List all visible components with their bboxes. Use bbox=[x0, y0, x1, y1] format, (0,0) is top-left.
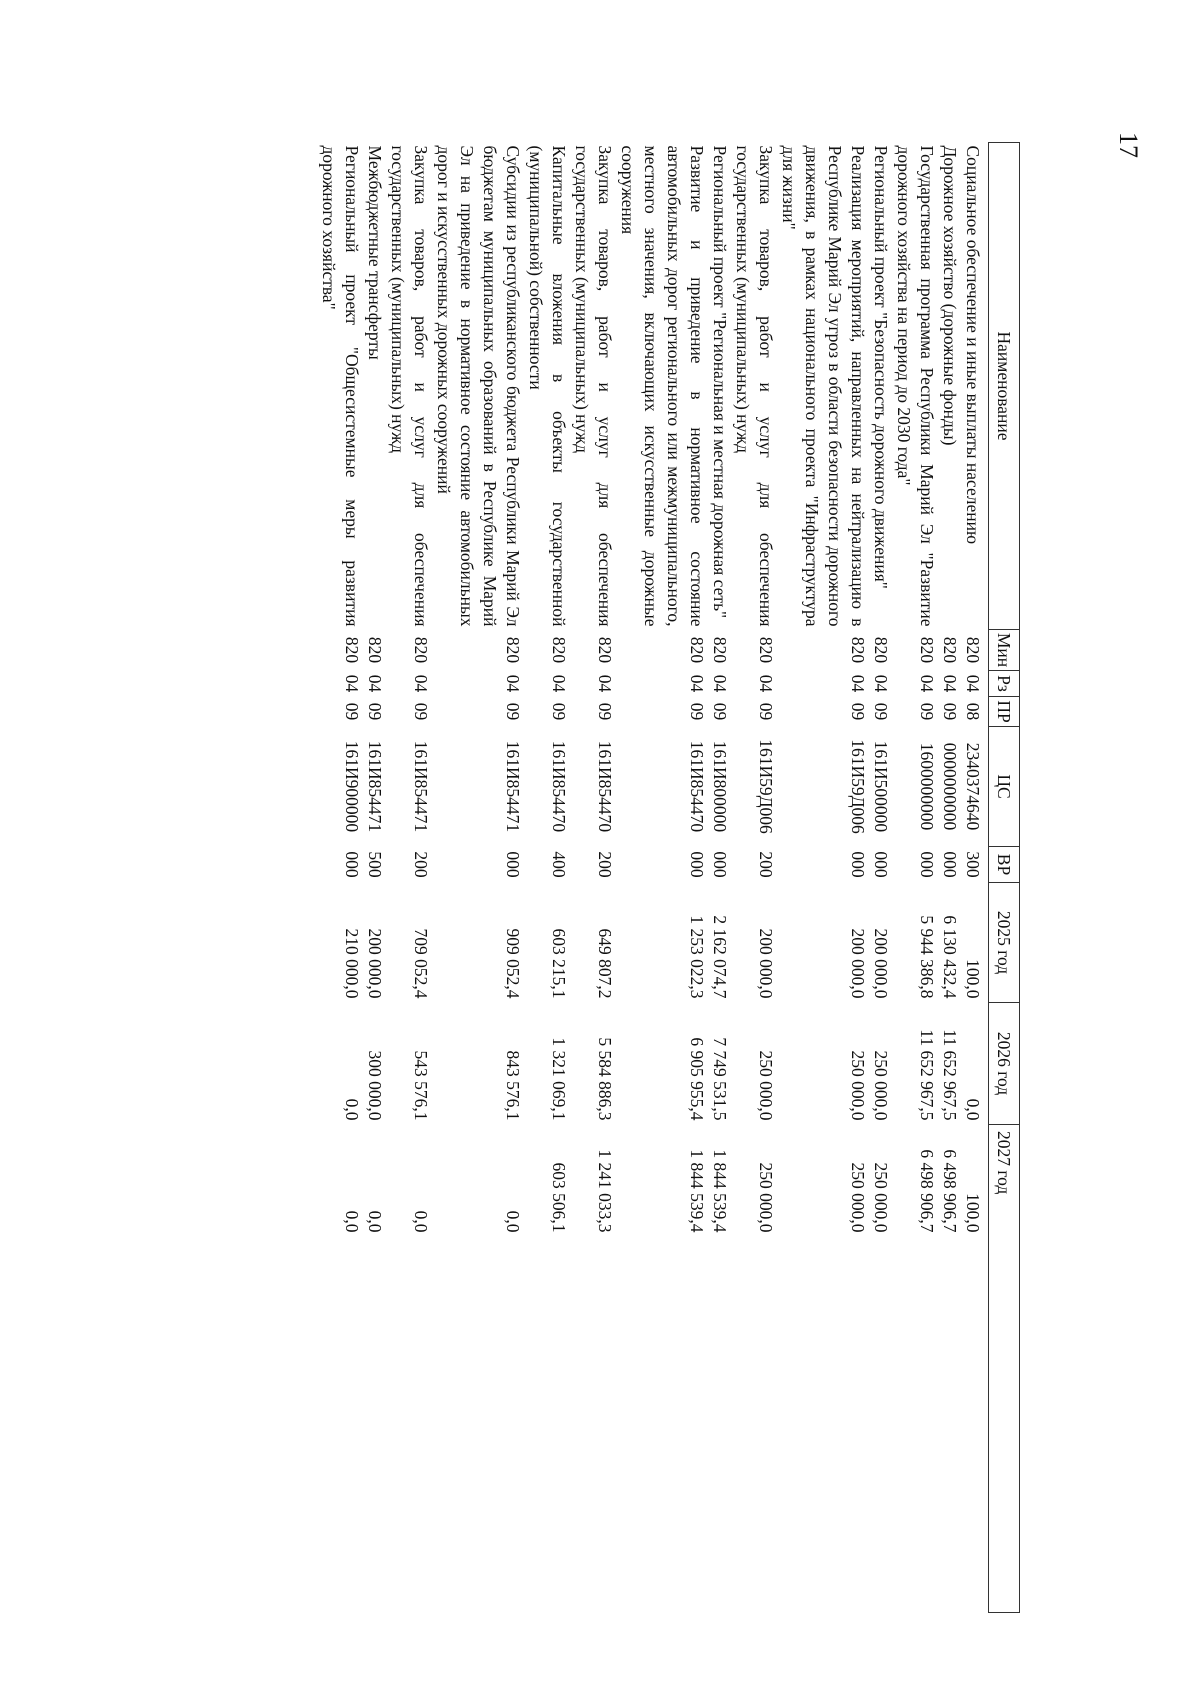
cell-y2027-value: 0,0 bbox=[342, 1210, 362, 1233]
cell-pr: 09 bbox=[595, 702, 615, 721]
cell-y2027-value: 250 000,0 bbox=[871, 1162, 891, 1233]
cell-y2027-value: 250 000,0 bbox=[848, 1162, 868, 1233]
cell-y2027 bbox=[524, 1125, 570, 1613]
header-name: Наименование bbox=[989, 143, 1020, 630]
cell-y2027 bbox=[892, 1125, 938, 1613]
header-rz: Рз bbox=[989, 671, 1020, 697]
cell-rz: 04 bbox=[342, 674, 362, 693]
cell-name: Закупка товаров, работ и услуг для обеспечения государственных (муниципальных) нужд bbox=[733, 145, 776, 627]
cell-vr: 300 bbox=[963, 851, 983, 878]
cell-y2027-value: 250 000,0 bbox=[756, 1162, 776, 1233]
cell-pr: 09 bbox=[687, 702, 707, 721]
cell-y2027 bbox=[731, 1125, 777, 1613]
cell-y2027 bbox=[961, 1125, 989, 1613]
cell-y2027-value: 1 844 539,4 bbox=[710, 1149, 730, 1233]
cell-y2027-value: 6 498 906,7 bbox=[917, 1149, 937, 1233]
cell-y2027-value: 1 844 539,4 bbox=[687, 1149, 707, 1233]
cell-y2027 bbox=[938, 1125, 961, 1613]
cell-y2027-value: 603 506,1 bbox=[549, 1162, 569, 1233]
cell-y2027-value: 0,0 bbox=[503, 1210, 523, 1233]
cell-min: 820 bbox=[963, 636, 983, 664]
cell-name: Межбюджетные трансферты bbox=[365, 145, 385, 360]
header-pr: ПР bbox=[989, 697, 1020, 727]
table-row bbox=[938, 143, 961, 1613]
cell-name: Региональный проект "Региональная и местная дорожная сеть" bbox=[710, 145, 730, 619]
cell-name: Региональный проект "Безопасность дорожного движения" bbox=[871, 145, 891, 589]
cell-rz: 04 bbox=[687, 674, 707, 693]
table-row bbox=[869, 143, 892, 1613]
cell-y2026: 250 000,0 bbox=[871, 1050, 891, 1121]
table-row bbox=[616, 143, 708, 1613]
cell-rz: 04 bbox=[848, 674, 868, 693]
cell-pr: 09 bbox=[411, 702, 431, 721]
cell-pr: 09 bbox=[848, 702, 868, 721]
cell-rz: 04 bbox=[940, 674, 960, 693]
table-row bbox=[524, 143, 570, 1613]
table-body bbox=[317, 143, 989, 1613]
cell-min: 820 bbox=[549, 636, 569, 664]
table-header-row bbox=[989, 143, 1020, 1613]
cell-y2025: 200 000,0 bbox=[756, 928, 776, 999]
cell-y2027 bbox=[616, 1125, 708, 1613]
cell-pr: 09 bbox=[503, 702, 523, 721]
cell-y2027 bbox=[317, 1125, 363, 1613]
table-row bbox=[386, 143, 432, 1613]
cell-y2026: 250 000,0 bbox=[848, 1050, 868, 1121]
cell-y2025: 5 944 386,8 bbox=[917, 915, 937, 999]
cell-y2027-value: 0,0 bbox=[411, 1210, 431, 1233]
cell-vr: 000 bbox=[940, 851, 960, 878]
cell-y2026: 5 584 886,3 bbox=[595, 1037, 615, 1121]
header-vr: ВР bbox=[989, 847, 1020, 883]
cell-min: 820 bbox=[848, 636, 868, 664]
cell-min: 820 bbox=[411, 636, 431, 664]
table-row bbox=[708, 143, 731, 1613]
cell-rz: 04 bbox=[756, 674, 776, 693]
cell-min: 820 bbox=[756, 636, 776, 664]
cell-y2025: 210 000,0 bbox=[342, 928, 362, 999]
cell-name: Государственная программа Республики Марий Эл "Развитие дорожного хозяйства на период до 2030 года" bbox=[894, 145, 937, 627]
cell-name: Региональный проект "Общесистемные меры развития дорожного хозяйства" bbox=[319, 145, 362, 627]
cell-cs: 161И854470 bbox=[687, 740, 707, 833]
cell-cs: 161И800000 bbox=[710, 740, 730, 833]
header-2026: 2026 год bbox=[989, 1003, 1020, 1125]
table-row bbox=[777, 143, 869, 1613]
cell-cs: 0000000000 bbox=[940, 742, 960, 831]
cell-vr: 200 bbox=[595, 851, 615, 878]
cell-y2026: 300 000,0 bbox=[365, 1050, 385, 1121]
cell-min: 820 bbox=[342, 636, 362, 664]
cell-y2027 bbox=[777, 1125, 869, 1613]
cell-name: Социальное обеспечение и иные выплаты населению bbox=[963, 145, 983, 545]
cell-cs: 1600000000 bbox=[917, 742, 937, 831]
cell-y2027-value: 6 498 906,7 bbox=[940, 1149, 960, 1233]
cell-y2025: 709 052,4 bbox=[411, 928, 431, 999]
cell-cs: 161И854470 bbox=[549, 740, 569, 833]
cell-y2026: 6 905 955,4 bbox=[687, 1037, 707, 1121]
cell-vr: 000 bbox=[848, 851, 868, 878]
cell-y2027 bbox=[708, 1125, 731, 1613]
cell-name: Закупка товаров, работ и услуг для обеспечения государственных (муниципальных) нужд bbox=[572, 145, 615, 627]
cell-rz: 04 bbox=[963, 674, 983, 693]
cell-cs: 161И854471 bbox=[411, 740, 431, 833]
cell-y2026: 11 652 967,5 bbox=[917, 1029, 937, 1121]
cell-pr: 08 bbox=[963, 702, 983, 721]
cell-cs: 161И900000 bbox=[342, 740, 362, 833]
cell-y2025: 909 052,4 bbox=[503, 928, 523, 999]
cell-rz: 04 bbox=[365, 674, 385, 693]
cell-cs: 161И59Д006 bbox=[848, 739, 868, 834]
table-row bbox=[317, 143, 363, 1613]
table-row bbox=[432, 143, 524, 1613]
cell-y2025: 100,0 bbox=[963, 959, 983, 999]
cell-y2026: 0,0 bbox=[963, 1098, 983, 1121]
cell-min: 820 bbox=[365, 636, 385, 664]
rotated-table-container bbox=[200, 142, 1020, 1612]
cell-min: 820 bbox=[687, 636, 707, 664]
cell-rz: 04 bbox=[549, 674, 569, 693]
header-2025: 2025 год bbox=[989, 883, 1020, 1003]
cell-rz: 04 bbox=[595, 674, 615, 693]
cell-vr: 200 bbox=[411, 851, 431, 878]
cell-min: 820 bbox=[871, 636, 891, 664]
cell-rz: 04 bbox=[411, 674, 431, 693]
cell-vr: 200 bbox=[756, 851, 776, 878]
cell-name: Развитие и приведение в нормативное состояние автомобильных дорог регионального или межмуниципального, местного значения, включающих искусственные дорожные сооружения bbox=[618, 145, 707, 627]
cell-min: 820 bbox=[595, 636, 615, 664]
cell-y2025: 200 000,0 bbox=[871, 928, 891, 999]
cell-min: 820 bbox=[710, 636, 730, 664]
cell-y2026: 543 576,1 bbox=[411, 1050, 431, 1121]
cell-y2027 bbox=[869, 1125, 892, 1613]
cell-y2027 bbox=[363, 1125, 386, 1613]
cell-y2025: 200 000,0 bbox=[848, 928, 868, 999]
cell-y2026: 11 652 967,5 bbox=[940, 1029, 960, 1121]
cell-vr: 000 bbox=[917, 851, 937, 878]
cell-cs: 2340374640 bbox=[963, 742, 983, 831]
cell-y2026: 0,0 bbox=[342, 1098, 362, 1121]
cell-name: Субсидии из республиканского бюджета Республики Марий Эл бюджетам муниципальных образований в Республике Марий Эл на приведение в нормативное состояние автомобильных дорог и искусственных дорожных сооружений bbox=[434, 145, 523, 627]
cell-min: 820 bbox=[503, 636, 523, 664]
cell-cs: 161И59Д006 bbox=[756, 739, 776, 834]
cell-pr: 09 bbox=[342, 702, 362, 721]
cell-rz: 04 bbox=[917, 674, 937, 693]
cell-pr: 09 bbox=[365, 702, 385, 721]
table-row bbox=[570, 143, 616, 1613]
cell-pr: 09 bbox=[871, 702, 891, 721]
cell-cs: 161И854470 bbox=[595, 740, 615, 833]
cell-rz: 04 bbox=[710, 674, 730, 693]
cell-cs: 161И500000 bbox=[871, 740, 891, 833]
cell-pr: 09 bbox=[549, 702, 569, 721]
cell-vr: 400 bbox=[549, 851, 569, 878]
cell-rz: 04 bbox=[871, 674, 891, 693]
table-row bbox=[363, 143, 386, 1613]
cell-y2025: 2 162 074,7 bbox=[710, 915, 730, 999]
cell-cs: 161И854471 bbox=[365, 740, 385, 833]
cell-min: 820 bbox=[917, 636, 937, 664]
cell-y2025: 1 253 022,3 bbox=[687, 915, 707, 999]
cell-pr: 09 bbox=[756, 702, 776, 721]
cell-min: 820 bbox=[940, 636, 960, 664]
table-row bbox=[961, 143, 989, 1613]
cell-y2027-value: 1 241 033,3 bbox=[595, 1149, 615, 1233]
page-number: 17 bbox=[1114, 132, 1143, 158]
cell-vr: 000 bbox=[503, 851, 523, 878]
cell-cs: 161И854471 bbox=[503, 740, 523, 833]
table-row bbox=[892, 143, 938, 1613]
header-2027 bbox=[989, 1125, 1020, 1613]
cell-y2025: 6 130 432,4 bbox=[940, 915, 960, 999]
cell-pr: 09 bbox=[917, 702, 937, 721]
header-cs: ЦС bbox=[989, 727, 1020, 847]
cell-y2025: 200 000,0 bbox=[365, 928, 385, 999]
cell-y2027-value: 0,0 bbox=[365, 1210, 385, 1233]
cell-name: Закупка товаров, работ и услуг для обеспечения государственных (муниципальных) нужд bbox=[388, 145, 431, 627]
cell-y2025: 603 215,1 bbox=[549, 928, 569, 999]
budget-table bbox=[317, 142, 1020, 1613]
cell-name: Капитальные вложения в объекты государственной (муниципальной) собственности bbox=[526, 145, 569, 627]
header-min: Мин bbox=[989, 630, 1020, 671]
cell-y2026: 7 749 531,5 bbox=[710, 1037, 730, 1121]
cell-name: Реализация мероприятий, направленных на нейтрализацию в Республике Марий Эл угроз в области безопасности дорожного движения, в рамках национального проекта "Инфраструктура для жизни" bbox=[779, 145, 868, 627]
cell-y2026: 843 576,1 bbox=[503, 1050, 523, 1121]
cell-y2026: 250 000,0 bbox=[756, 1050, 776, 1121]
cell-vr: 000 bbox=[710, 851, 730, 878]
cell-vr: 500 bbox=[365, 851, 385, 878]
header-2027-label: 2027 год bbox=[994, 1131, 1015, 1195]
cell-vr: 000 bbox=[871, 851, 891, 878]
table-row bbox=[731, 143, 777, 1613]
cell-y2027 bbox=[386, 1125, 432, 1613]
cell-y2027 bbox=[570, 1125, 616, 1613]
cell-y2026: 1 321 069,1 bbox=[549, 1037, 569, 1121]
cell-pr: 09 bbox=[940, 702, 960, 721]
cell-vr: 000 bbox=[687, 851, 707, 878]
cell-rz: 04 bbox=[503, 674, 523, 693]
cell-y2027 bbox=[432, 1125, 524, 1613]
cell-y2025: 649 807,2 bbox=[595, 928, 615, 999]
cell-name: Дорожное хозяйство (дорожные фонды) bbox=[940, 145, 960, 446]
cell-pr: 09 bbox=[710, 702, 730, 721]
cell-y2027-value: 100,0 bbox=[963, 1193, 983, 1233]
cell-vr: 000 bbox=[342, 851, 362, 878]
